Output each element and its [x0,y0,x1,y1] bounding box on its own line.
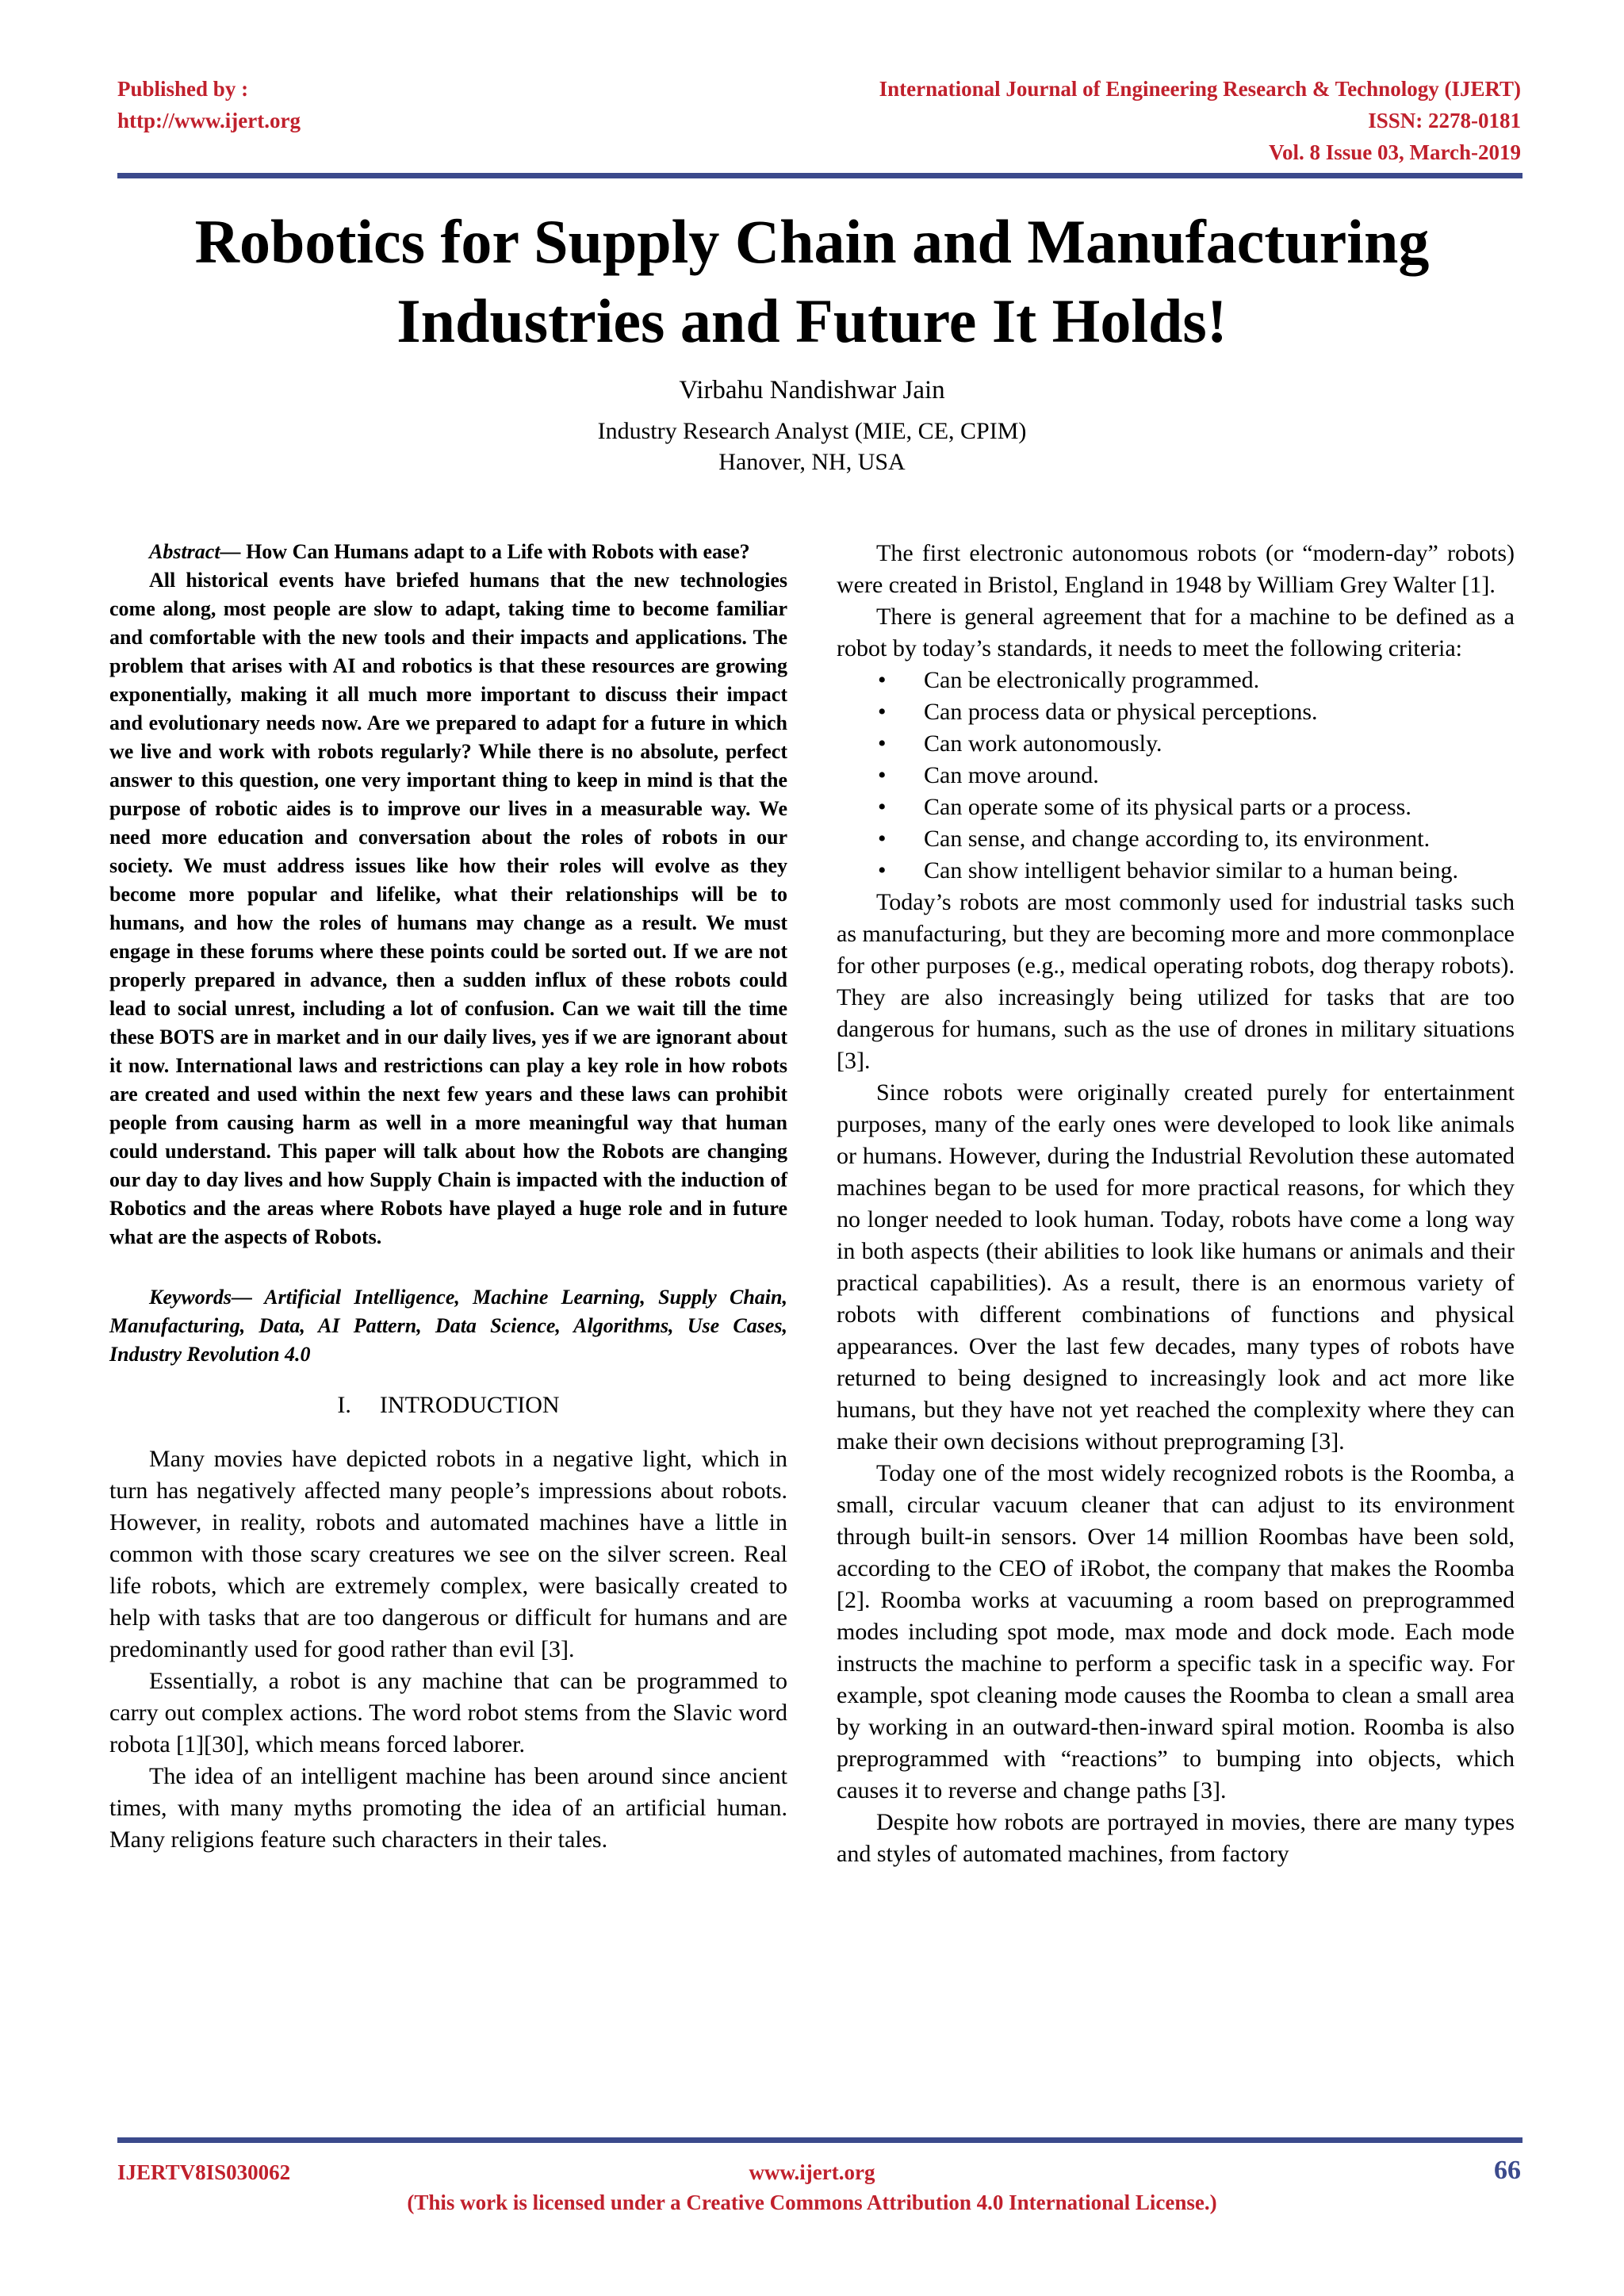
title-line-1: Robotics for Supply Chain and Manufacturing [194,207,1430,276]
journal-name: International Journal of Engineering Research & Technology (IJERT) [879,77,1521,101]
intro-paragraph: Essentially, a robot is any machine that can be programmed to carry out complex actions. The word robot stems from the Slavic word robota [1][30], which means forced laborer. [109,1668,787,1757]
bullet-icon: • [878,667,887,693]
header-publisher [117,73,301,136]
bullet-icon: • [878,730,887,757]
right-column [837,538,1515,1870]
page-number: 66 [1494,2156,1521,2185]
published-by-label: Published by : [117,77,249,101]
keywords [109,1283,787,1369]
intro-paragraph: The idea of an intelligent machine has been around since ancient times, with many myths promoting the idea of an artificial human. Many religions feature such characters in their tales. [109,1763,787,1853]
bullet-icon: • [878,826,887,852]
list-item: • Can process data or physical perceptions. [837,696,1515,728]
section-title: INTRODUCTION [379,1392,560,1418]
bullet-icon: • [878,857,887,884]
left-column [109,538,787,1856]
body-paragraph: There is general agreement that for a machine to be defined as a robot by today’s standards, it needs to meet the following criteria: [837,604,1515,661]
list-item: • Can work autonomously. [837,728,1515,760]
body-paragraph: Today one of the most widely recognized robots is the Roomba, a small, circular vacuum cleaner that can adjust to its environment through built-in sensors. Over 14 million Roombas have been sold, according to the CEO of iRobot, the company that makes the Roomba [2]. Roomba works at vacuuming a room based on preprogrammed modes including spot mode, max mode and dock mode. Each mode instructs the machine to perform a specific task in a specific way. For example, spot cleaning mode causes the Roomba to clean a small area by working in an outward-then-inward spiral motion. Roomba is also preprogrammed with “reactions” to bumping into objects, which causes it to reverse and change paths [3]. [837,1460,1515,1803]
list-item: • Can show intelligent behavior similar to a human being. [837,855,1515,887]
bullet-icon: • [878,762,887,788]
list-item: • Can be electronically programmed. [837,665,1515,696]
keywords-label: Keywords— [149,1286,252,1309]
author-name: Virbahu Nandishwar Jain [679,376,945,404]
keywords-text: Artificial Intelligence, Machine Learning, Supply Chain, Manufacturing, Data, AI Pattern, Data Science, Algorithms, Use Cases, Industry Revolution 4.0 [109,1286,787,1366]
volume-issue: Vol. 8 Issue 03, March-2019 [1268,140,1521,164]
body-paragraph: Today’s robots are most commonly used for industrial tasks such as manufacturing, but they are becoming more and more commonplace for other purposes (e.g., medical operating robots, dog therapy robots). They are also increasingly being utilized for tasks that are too dangerous for humans, such as the use of drones in military situations [3]. [837,889,1515,1074]
abstract-lead [109,538,787,566]
section-heading-introduction [109,1389,787,1421]
intro-paragraph: Many movies have depicted robots in a negative light, which in turn has negatively affected many people’s impressions about robots. However, in reality, robots and automated machines have a little in common with those scary creatures we see on the silver screen. Real life robots, which are extremely complex, were basically created to help with tasks that are too dangerous or difficult for humans and are predominantly used for good rather than evil [3]. [109,1446,787,1662]
abstract-body: All historical events have briefed humans that the new technologies come along, most people are slow to adapt, taking time to become familiar and comfortable with the new tools and their impacts and applications. The problem that arises with AI and robotics is that these resources are growing exponentially, making it all much more important to discuss their impact and evolutionary needs now. Are we prepared to adapt for a future in which we live and work with robots regularly? While there is no absolute, perfect answer to this question, one very important thing to keep in mind is that the purpose of robotic aides is to improve our lives in a measurable way. We need more education and conversation about the roles of robots in our society. We must address issues like how their roles will evolve as they become more popular and lifelike, what their relationships will be to humans, and how the roles of humans may change as a result. We must engage in these forums where these points could be sorted out. If we are not properly prepared in advance, then a sudden influx of these robots could lead to social unrest, including a lot of confusion. Can we wait till the time these BOTS are in market and in our daily lives, yes if we are ignorant about it now. International laws and restrictions can play a key role in how robots are created and used within the next few years and these laws can prohibit people from causing harm as well in a more meaningful way that human could understand. This paper will talk about how the Robots are changing our day to day lives and how Supply Chain is impacted with the induction of Robotics and the areas where Robots have played a huge role and in future what are the aspects of Robots. [109,569,787,1248]
bullet-icon: • [878,794,887,820]
paper-title [79,202,1545,361]
publisher-url-link[interactable]: http://www.ijert.org [117,109,301,132]
header-divider [117,173,1522,178]
bullet-icon: • [878,699,887,725]
license-notice: (This work is licensed under a Creative Commons Attribution 4.0 International License.) [407,2191,1217,2214]
list-item: • Can move around. [837,760,1515,792]
author-affiliation [79,416,1545,477]
header-journal-info [879,73,1521,168]
list-item: • Can sense, and change according to, its environment. [837,823,1515,855]
footer-website-link[interactable]: www.ijert.org [749,2160,875,2184]
footer-divider [117,2137,1522,2143]
section-number: I. [337,1392,351,1418]
body-paragraph: Despite how robots are portrayed in movies, there are many types and styles of automated machines, from factory [837,1809,1515,1867]
list-item: • Can operate some of its physical parts or a process. [837,792,1515,823]
abstract-label: Abstract— [149,540,241,563]
paper-id: IJERTV8IS030062 [117,2160,291,2184]
title-line-2: Industries and Future It Holds! [396,286,1228,355]
robot-criteria-list [837,665,1515,887]
author-role: Industry Research Analyst (MIE, CE, CPIM) [597,418,1027,444]
author-location: Hanover, NH, USA [718,449,906,475]
issn: ISSN: 2278-0181 [1368,109,1521,132]
abstract-question: How Can Humans adapt to a Life with Robots with ease? [240,540,750,563]
body-paragraph: The first electronic autonomous robots (or “modern-day” robots) were created in Bristol, England in 1948 by William Grey Walter [1]. [837,540,1515,598]
body-paragraph: Since robots were originally created purely for entertainment purposes, many of the early ones were developed to look like animals or humans. However, during the Industrial Revolution these automated machines began to be used for more practical reasons, for which they no longer needed to look human. Today, robots have come a long way in both aspects (their abilities to look like humans or animals and their practical capabilities). As a result, there is an enormous variety of robots with different combinations of functions and physical appearances. Over the last few decades, many types of robots have returned to being designed to increasingly look and act more like humans, but they have not yet reached the complexity where they can make their own decisions without preprograming [3]. [837,1079,1515,1455]
